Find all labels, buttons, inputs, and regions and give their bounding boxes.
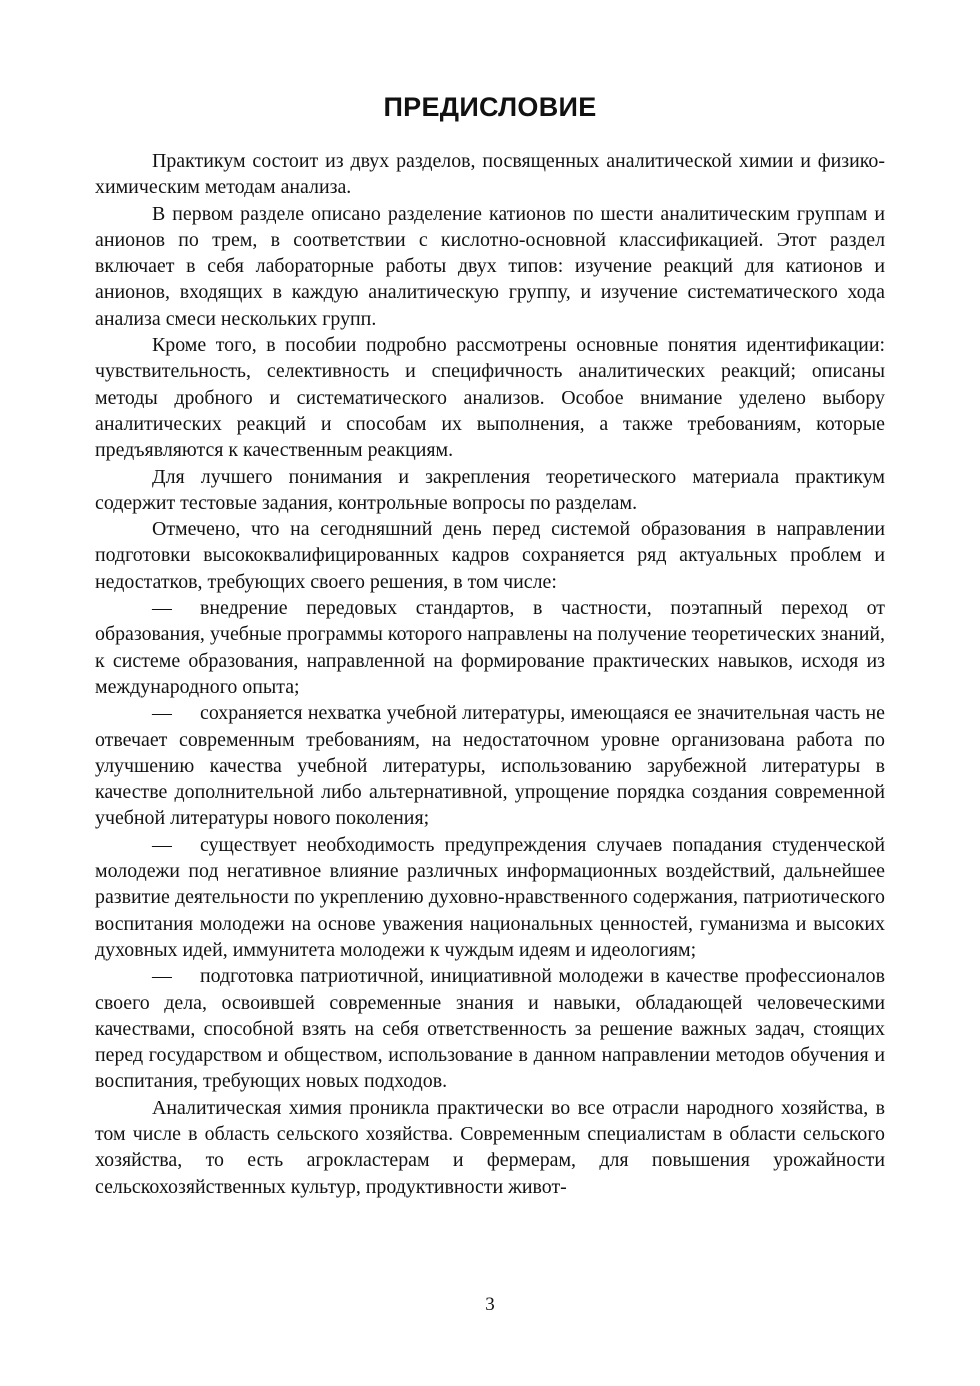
list-item-text: сохраняется нехватка учебной литературы, имеющаяся ее значительная часть не отвечает современным требованиям, на недостаточном уровне организована работа по улучшению качества учебной литературы, использованию зарубежной литературы в качестве дополнительной либо альтернативной, упрощение порядка создания современной учебной литературы нового поколения; [95, 702, 885, 830]
list-item-text: внедрение передовых стандартов, в частности, поэтапный переход от образования, учебные программы которого направлены на получение теоретических знаний, к системе образования, направленной на формирование практических навыков, исходя из международного опыта; [95, 597, 885, 698]
list-item [95, 963, 885, 1094]
paragraph: Отмечено, что на сегодняшний день перед системой образования в направлении подготовки высококвалифицированных кадров сохраняется ряд актуальных проблем и недостатков, требующих своего решения, в том числе: [95, 518, 885, 593]
list-item-text: подготовка патриотичной, инициативной молодежи в качестве профессионалов своего дела, освоившей современные знания и навыки, обладающей человеческими качествами, способной взять на себя ответственность за решение важных задач, стоящих перед государством и обществом, использование в данном направлении методов обучения и воспитания, требующих новых подходов. [95, 965, 885, 1093]
paragraph: В первом разделе описано разделение катионов по шести аналитическим группам и анионов по трем, в соответствии с кислотно-основной классификацией. Этот раздел включает в себя лабораторные работы двух типов: изучение реакций для катионов и анионов, входящих в каждую аналитическую группу, и изучение систематического хода анализа смеси нескольких групп. [95, 202, 885, 330]
dash-bullet: — [152, 965, 172, 988]
dash-bullet: — [152, 833, 172, 856]
dash-bullet: — [152, 702, 172, 725]
list-item-text: существует необходимость предупреждения случаев попадания студенческой молодежи под негативное влияние различных информационных воздействий, дальнейшее развитие деятельности по укреплению духовно-нравственного содержания, патриотического воспитания молодежи на основе уважения национальных ценностей, гуманизма и высоких духовных идей, иммунитета молодежи к чуждым идеям и идеологиям; [95, 833, 885, 961]
page-title: ПРЕДИСЛОВИЕ [383, 92, 597, 122]
page-number: 3 [485, 1294, 495, 1315]
list-item [95, 700, 885, 831]
body-text [95, 148, 885, 1200]
paragraph: Кроме того, в пособии подробно рассмотрены основные понятия идентификации: чувствительность, селективность и специфичность аналитических реакций; описаны методы дробного и систематического анализов. Особое внимание уделено выбору аналитических реакций и способам их выполнения, а также требованиям, которые предъявляются к качественным реакциям. [95, 334, 885, 462]
paragraph: Для лучшего понимания и закрепления теоретического материала практикум содержит тестовые задания, контрольные вопросы по разделам. [95, 465, 885, 514]
list-item [95, 595, 885, 700]
paragraph: Практикум состоит из двух разделов, посвященных аналитической химии и физико-химическим методам анализа. [95, 150, 885, 199]
list-item [95, 832, 885, 963]
paragraph: Аналитическая химия проникла практически во все отрасли народного хозяйства, в том числе в область сельского хозяйства. Современным специалистам в области сельского хозяйства, то есть агрокластерам и фермерам, для повышения урожайности сельскохозяйственных культур, продуктивности живот- [95, 1096, 885, 1198]
dash-bullet: — [152, 597, 172, 620]
